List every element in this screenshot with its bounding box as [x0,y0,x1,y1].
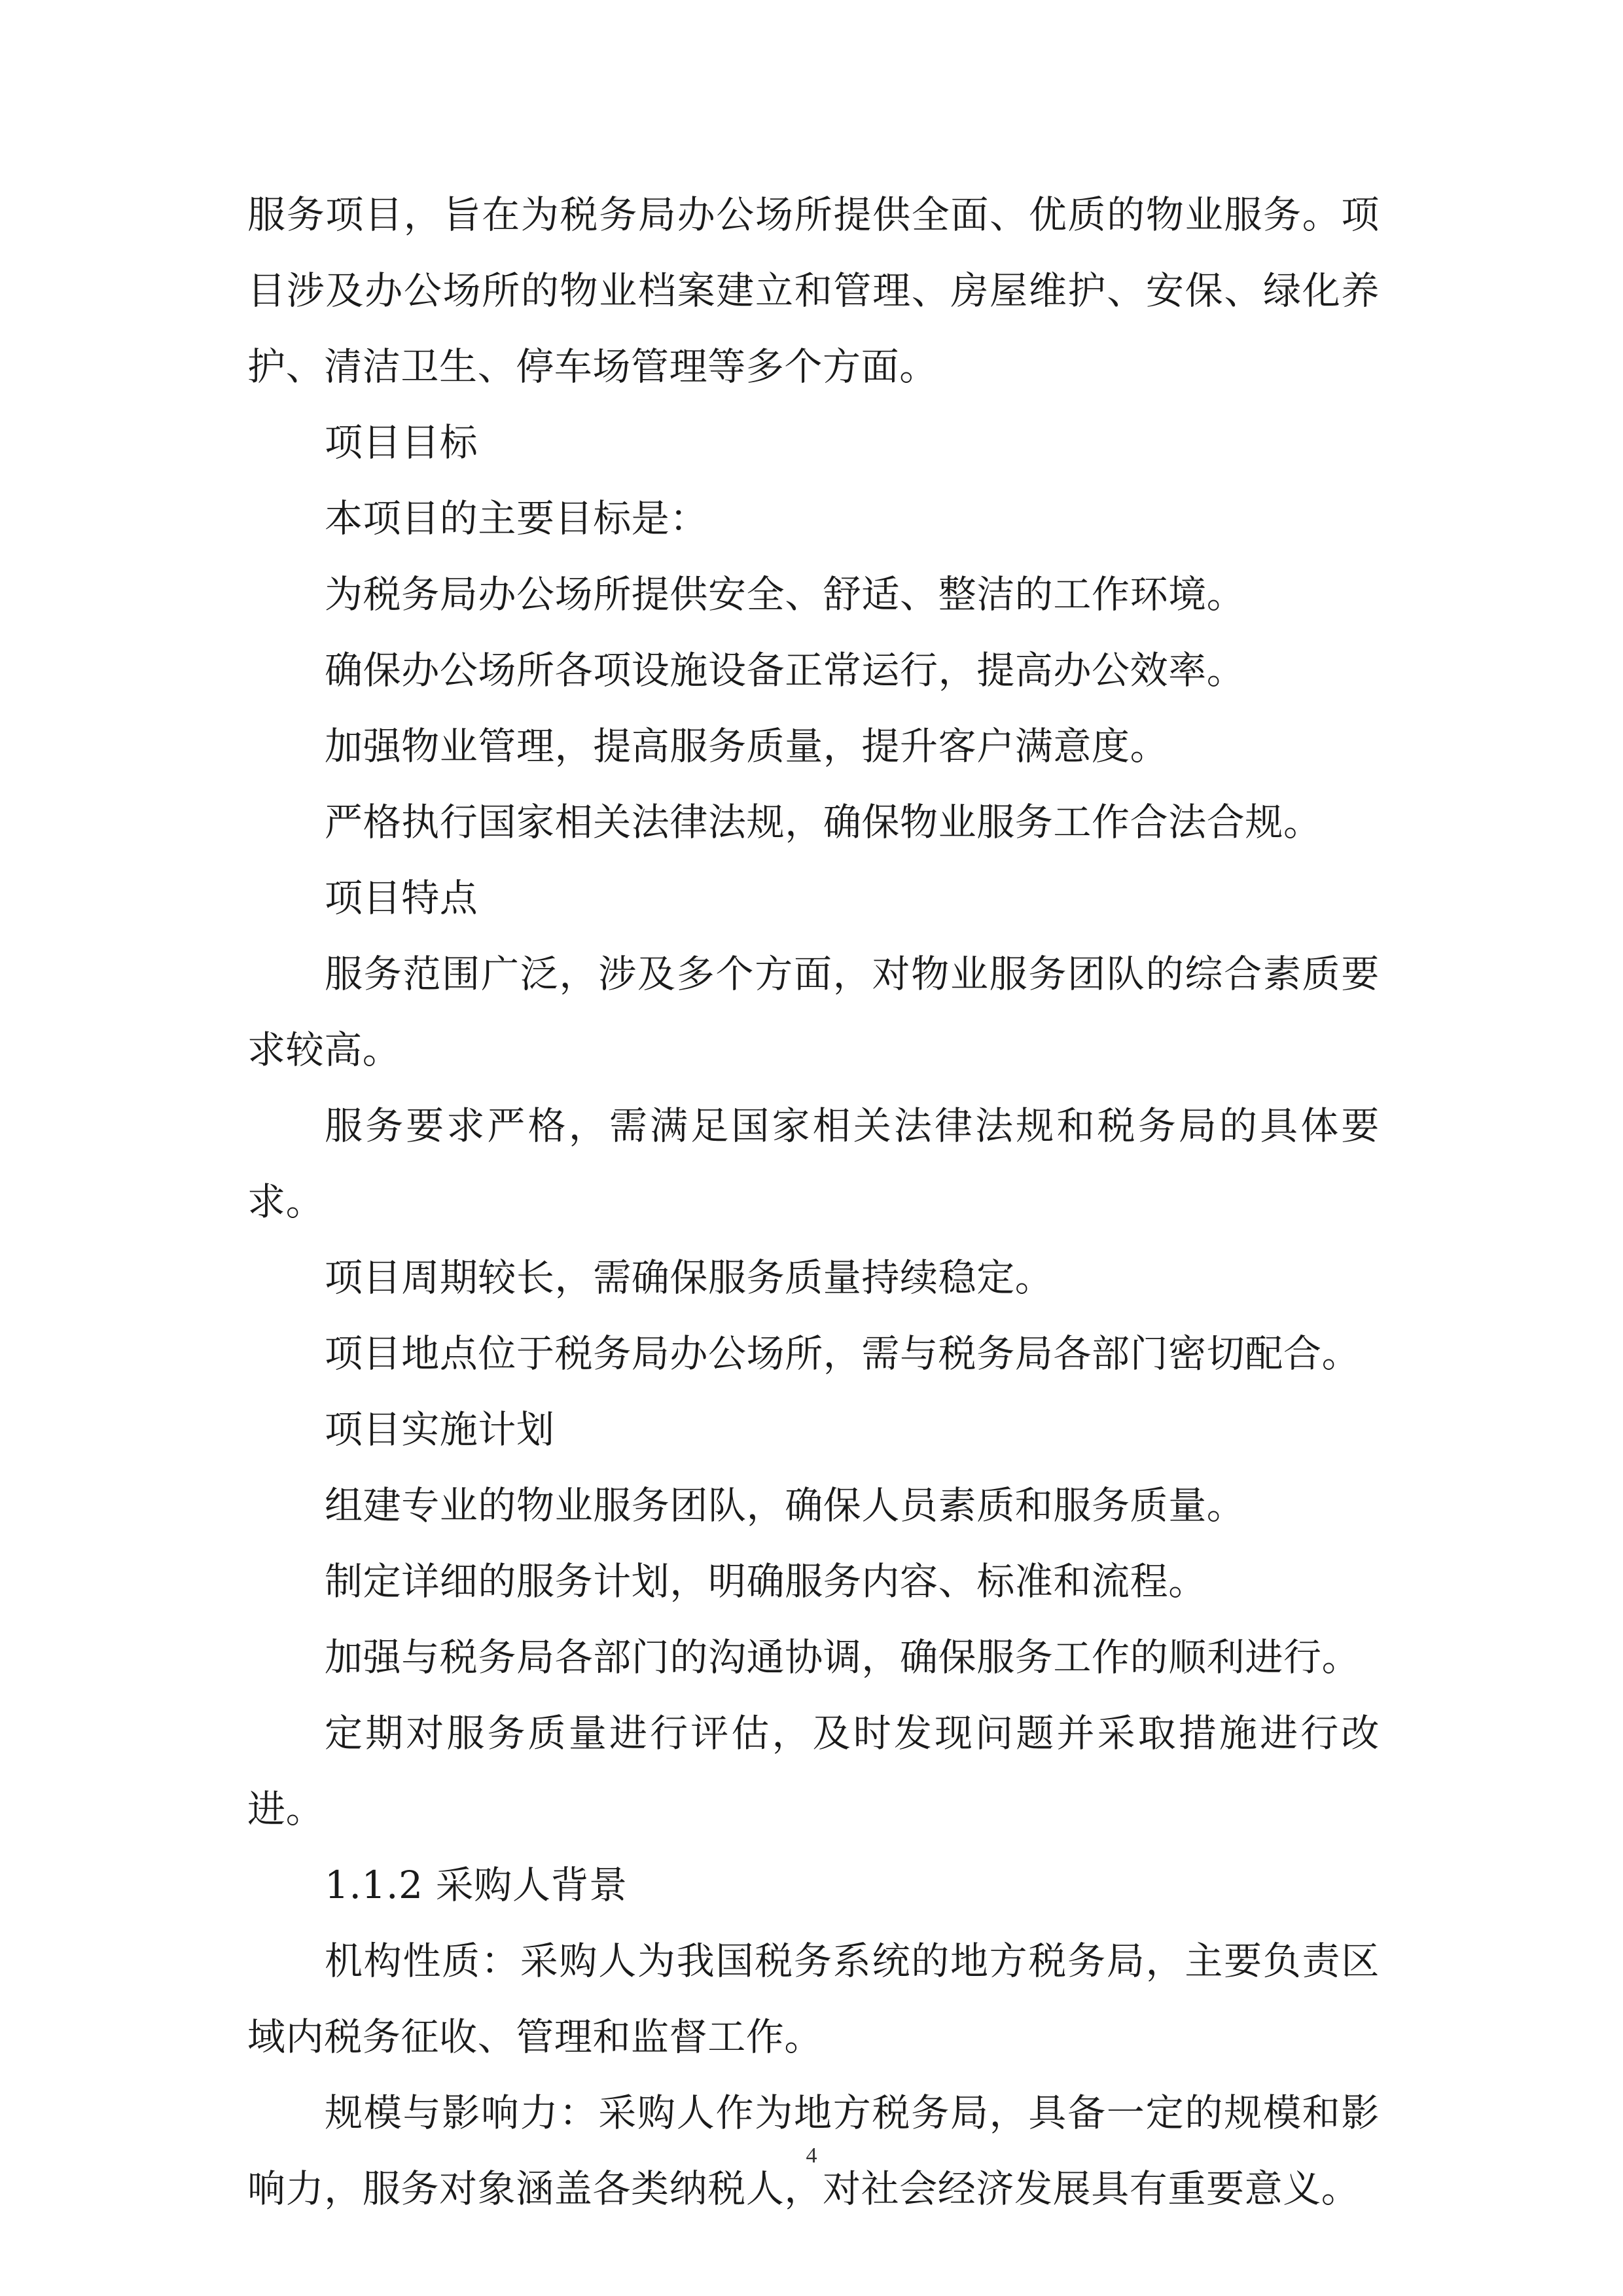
paragraph-feature-4: 项目地点位于税务局办公场所，需与税务局各部门密切配合。 [325,1331,1361,1376]
paragraph-goal-4: 严格执行国家相关法律法规，确保物业服务工作合法合规。 [325,800,1322,844]
paragraph-scale-influence: 规模与影响力：采购人作为地方税务局，具备一定的规模和影响力，服务对象涵盖各类纳税人，对社会经济发展具有重要意义。 [247,2090,1380,2211]
paragraph-plan-1: 组建专业的物业服务团队，确保人员素质和服务质量。 [325,1483,1245,1528]
paragraph-feature-1: 服务范围广泛，涉及多个方面，对物业服务团队的综合素质要求较高。 [247,952,1380,1072]
paragraph-plan-2: 制定详细的服务计划，明确服务内容、标准和流程。 [325,1559,1207,1604]
paragraph-goal-1: 为税务局办公场所提供安全、舒适、整洁的工作环境。 [325,572,1245,617]
heading-implementation-plan: 项目实施计划 [325,1407,555,1452]
paragraph-goal-3: 加强物业管理，提高服务质量，提升客户满意度。 [325,724,1169,768]
paragraph-feature-3: 项目周期较长，需确保服务质量持续稳定。 [325,1255,1054,1300]
paragraph-plan-4: 定期对服务质量进行评估，及时发现问题并采取措施进行改进。 [247,1711,1380,1831]
heading-project-features: 项目特点 [325,876,478,920]
paragraph-project-overview: 服务项目，旨在为税务局办公场所提供全面、优质的物业服务。项目涉及办公场所的物业档案建立和管理、房屋维护、安保、绿化养护、清洁卫生、停车场管理等多个方面。 [247,192,1380,389]
paragraph-feature-2: 服务要求严格，需满足国家相关法律法规和税务局的具体要求。 [247,1103,1380,1224]
paragraph-goal-2: 确保办公场所各项设施设备正常运行，提高办公效率。 [325,648,1245,692]
heading-project-goals: 项目目标 [325,420,478,465]
document-body [247,177,1380,2227]
page-number: 4 [806,2144,817,2168]
paragraph-plan-3: 加强与税务局各部门的沟通协调，确保服务工作的顺利进行。 [325,1635,1361,1679]
paragraph-institution-nature: 机构性质：采购人为我国税务系统的地方税务局，主要负责区域内税务征收、管理和监督工作。 [247,1939,1380,2059]
paragraph-goals-intro: 本项目的主要目标是： [325,496,709,541]
heading-section-1-1-2: 1.1.2 采购人背景 [325,1863,628,1907]
